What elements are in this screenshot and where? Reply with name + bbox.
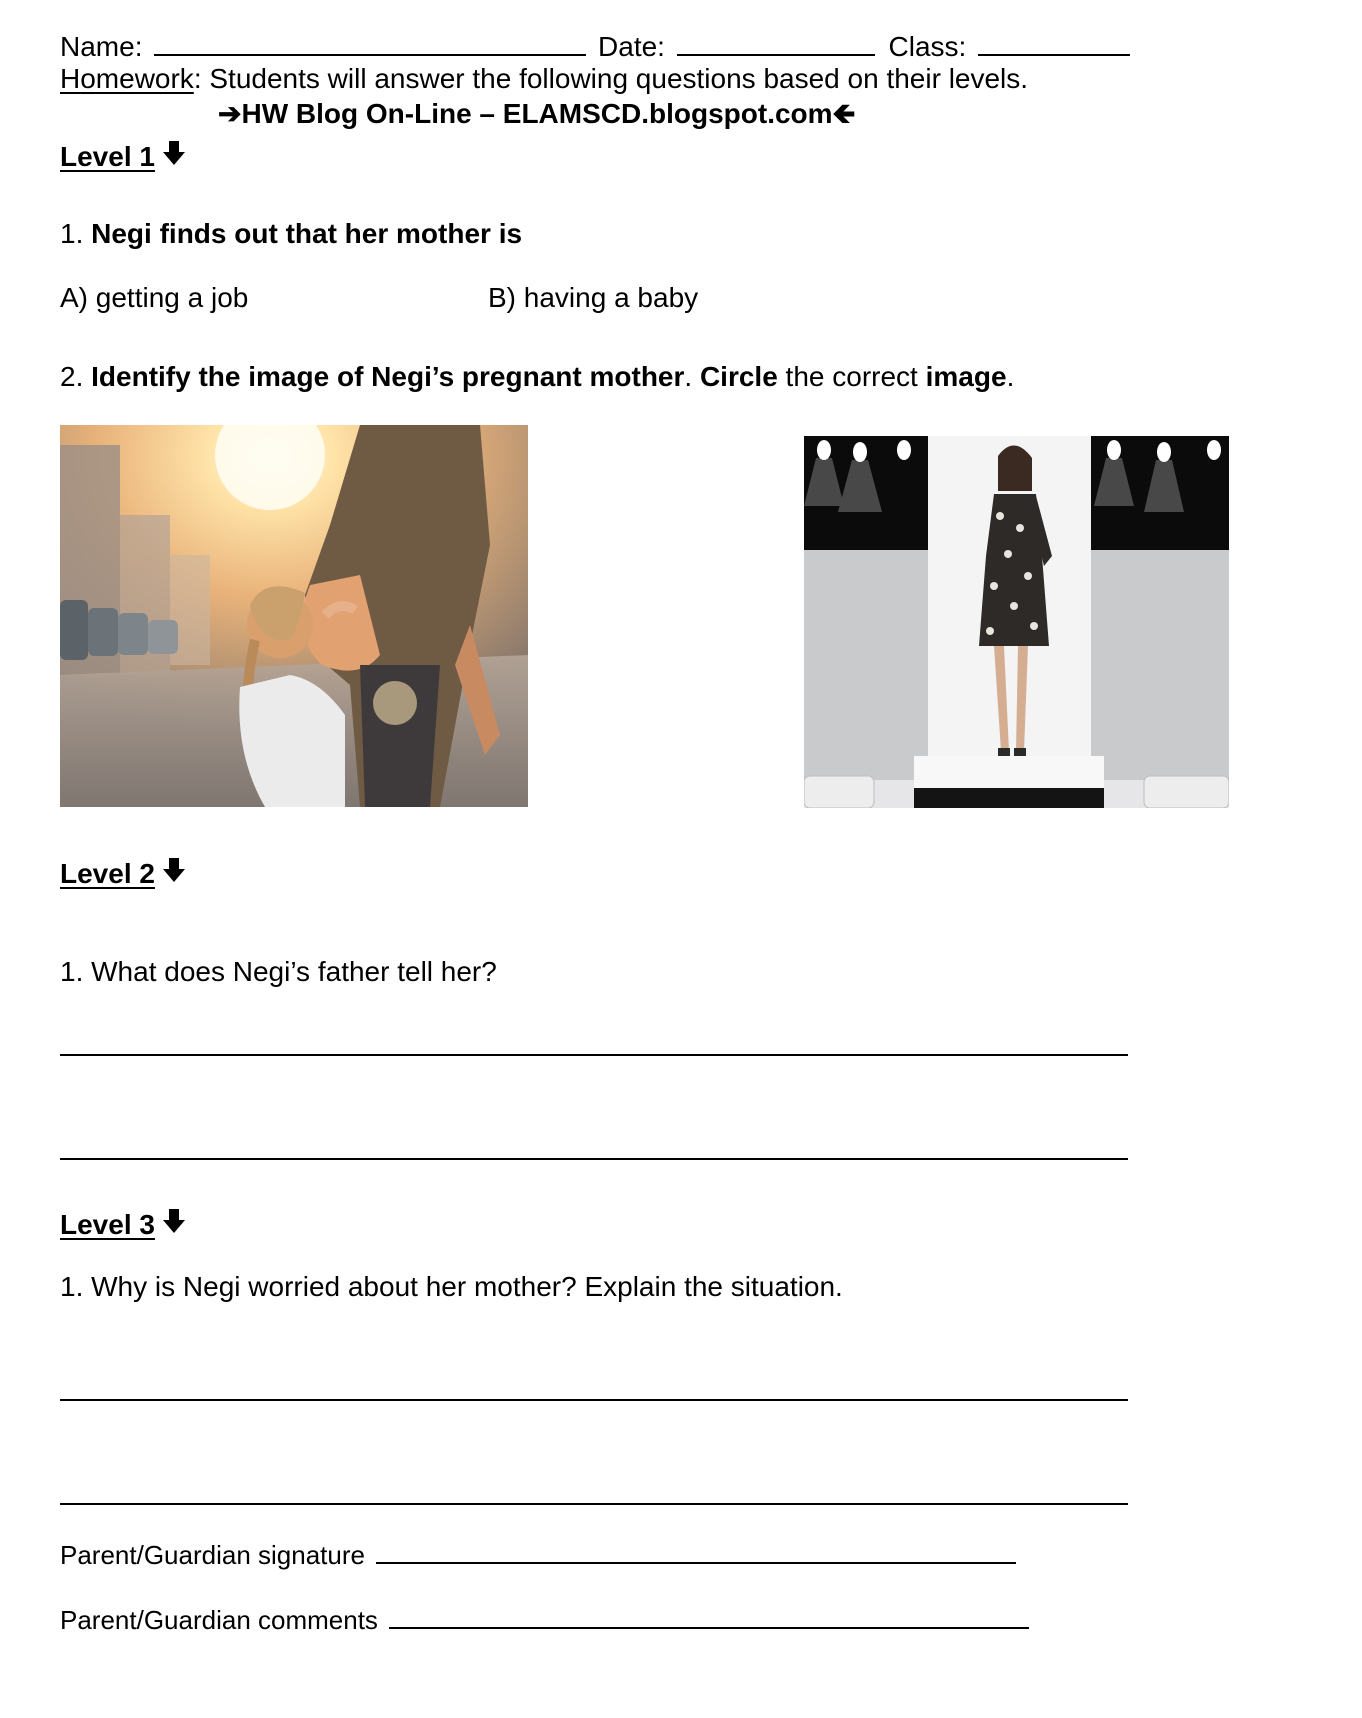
comments-field[interactable] (389, 1603, 1029, 1629)
question-text-bold-3: image (925, 361, 1007, 392)
level-3-label: Level 3 (60, 1209, 155, 1240)
question-number: 2. (60, 361, 84, 392)
pregnant-mother-image[interactable] (60, 425, 528, 807)
level-1-label: Level 1 (60, 141, 155, 172)
class-field[interactable] (978, 28, 1130, 56)
question-number: 1. (60, 218, 84, 249)
level-3-heading (60, 1208, 187, 1242)
name-label: Name: (60, 31, 143, 62)
question-text-1: . (684, 361, 700, 392)
level-2-heading (60, 857, 187, 891)
down-arrow-icon (161, 1208, 187, 1242)
option-b[interactable]: B) having a baby (488, 282, 699, 313)
signature-field[interactable] (376, 1538, 1016, 1564)
level-2-question-1: 1. What does Negi’s father tell her? (60, 956, 497, 987)
date-label: Date: (598, 31, 665, 62)
level-2-answer-line-1[interactable] (60, 1054, 1128, 1056)
level-1-question-2 (60, 360, 1014, 394)
left-arrow-icon: 🡸 (832, 97, 856, 130)
signature-label: Parent/Guardian signature (60, 1540, 365, 1570)
level-3-answer-line-2[interactable] (60, 1503, 1128, 1505)
homework-text: : Students will answer the following questions based on their levels. (193, 63, 1029, 94)
down-arrow-icon (161, 857, 187, 891)
blog-link[interactable]: HW Blog On-Line – ELAMSCD.blogspot.com (241, 98, 833, 129)
date-field[interactable] (677, 28, 875, 56)
signature-row (60, 1538, 1016, 1571)
header-row (60, 28, 1130, 64)
question-text: Negi finds out that her mother is (91, 218, 523, 249)
right-arrow-icon: ➔ (218, 98, 242, 129)
level-1-heading (60, 140, 187, 174)
question-text-2: the correct (777, 361, 926, 392)
homework-label: Homework (60, 63, 194, 94)
level-2-answer-line-2[interactable] (60, 1158, 1128, 1160)
homework-instruction (60, 62, 1028, 96)
level-1-question-1 (60, 217, 522, 251)
comments-row (60, 1603, 1029, 1636)
level-2-label: Level 2 (60, 858, 155, 889)
question-text-3: . (1006, 361, 1015, 392)
runway-model-image[interactable] (804, 436, 1229, 808)
question-text-bold-2: Circle (699, 361, 778, 392)
name-field[interactable] (154, 28, 586, 56)
level-3-question-1: 1. Why is Negi worried about her mother? Explain the situation. (60, 1271, 843, 1302)
class-label: Class: (888, 31, 967, 62)
question-text-bold-1: Identify the image of Negi’s pregnant mother (91, 361, 685, 392)
comments-label: Parent/Guardian comments (60, 1605, 378, 1635)
option-a[interactable]: A) getting a job (60, 282, 249, 313)
blog-line (218, 97, 855, 131)
level-3-answer-line-1[interactable] (60, 1399, 1128, 1401)
down-arrow-icon (161, 140, 187, 174)
